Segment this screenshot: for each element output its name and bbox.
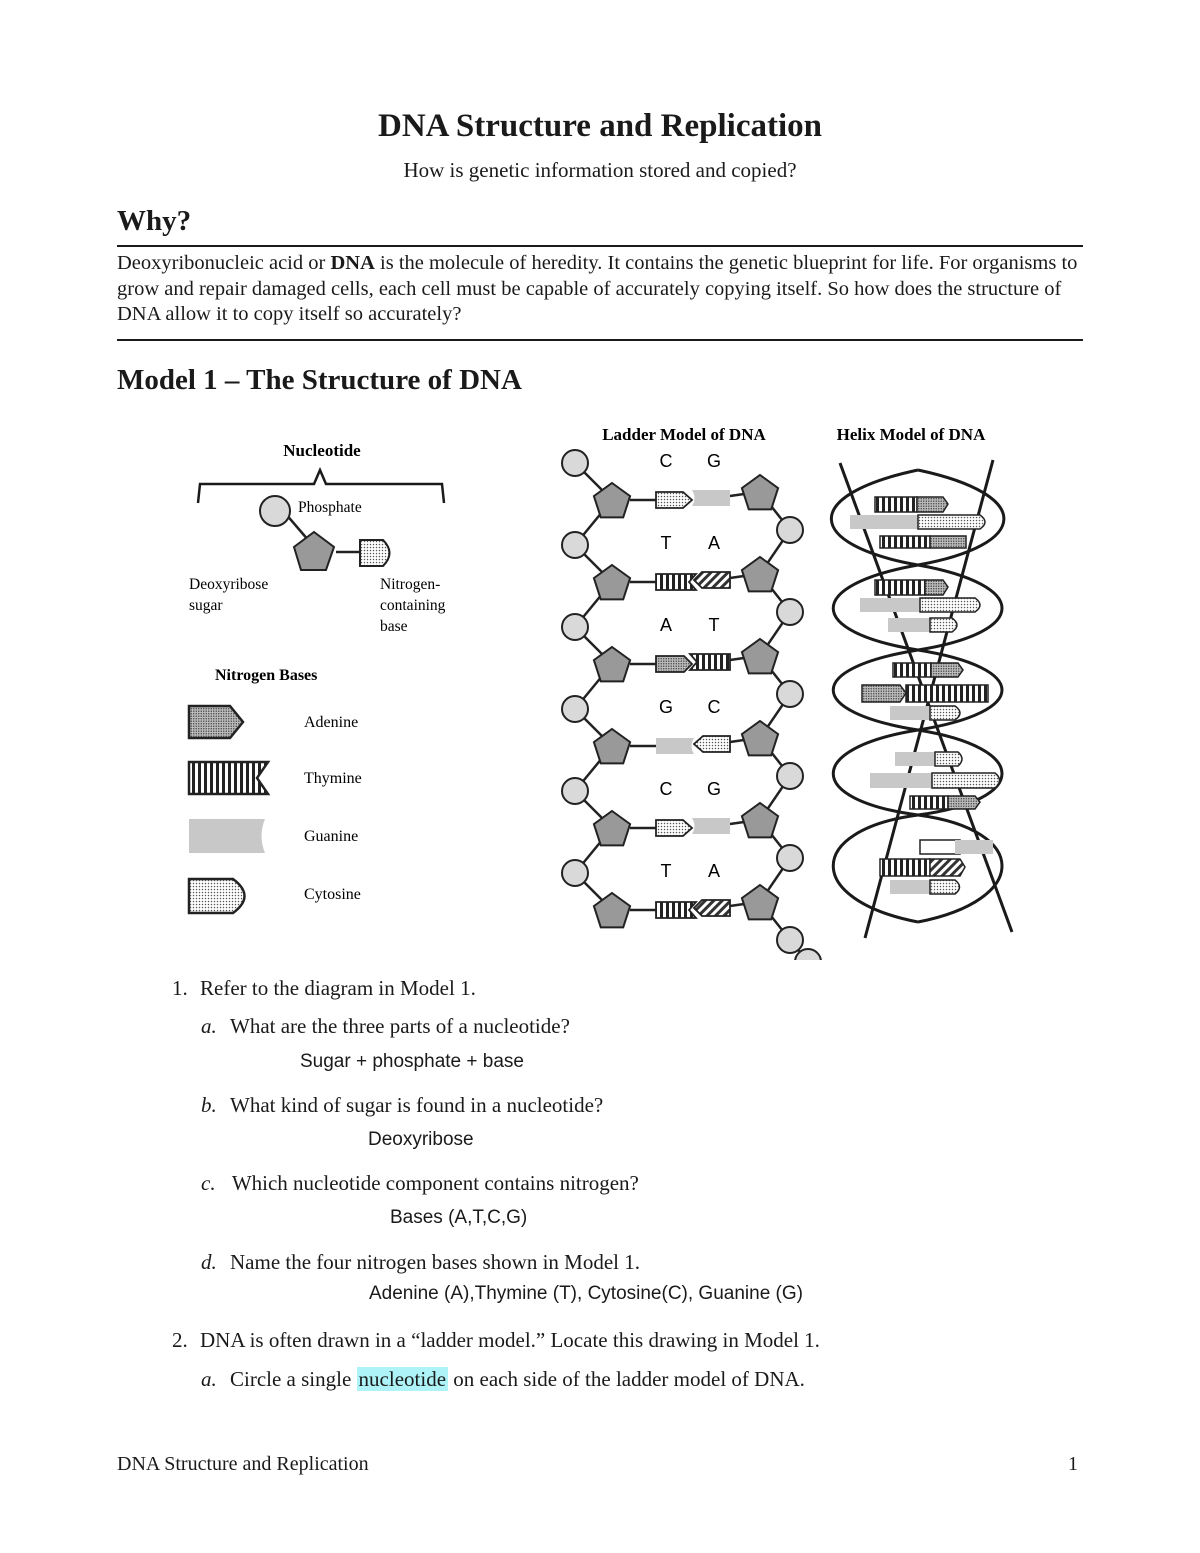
sugar-label-line2: sugar: [189, 597, 223, 614]
cytosine-key-icon: [189, 879, 245, 913]
base-label-line2: containing: [380, 597, 446, 614]
ladder-letter-right: A: [707, 533, 721, 553]
answer-1c[interactable]: Bases (A,T,C,G): [390, 1207, 528, 1228]
ladder-sugar-right: [742, 475, 778, 509]
ladder-phosphate-right: [777, 763, 803, 789]
ladder-letter-right: T: [708, 615, 720, 635]
why-text-part: Deoxyribonucleic acid or: [117, 252, 331, 274]
question-1a: [201, 1014, 570, 1039]
deoxyribose-sugar-icon: [294, 532, 334, 570]
ladder-sugar-right: [742, 557, 778, 591]
question-letter: a.: [201, 1014, 217, 1038]
ladder-rung-bond: [730, 576, 744, 578]
page-title: DNA Structure and Replication: [378, 108, 822, 144]
ladder-base-right: [692, 818, 730, 834]
question-1d: [201, 1250, 640, 1275]
ladder-phosphate-right: [777, 681, 803, 707]
question-1: [172, 976, 476, 1001]
sugar-label-line1: Deoxyribose: [189, 576, 269, 593]
ladder-letter-left: T: [660, 861, 672, 881]
question-text: DNA is often drawn in a “ladder model.” Locate this drawing in Model 1.: [200, 1328, 820, 1352]
ladder-rung-bond: [730, 822, 744, 824]
ladder-letter-right: G: [706, 451, 722, 471]
adenine-key-label: Adenine: [304, 714, 359, 731]
ladder-letter-left: C: [659, 779, 673, 799]
ladder-sugar-right: [742, 721, 778, 755]
page-number: 1: [1068, 1453, 1078, 1475]
ladder-phosphate-left: [562, 696, 588, 722]
base-label-line3: base: [380, 618, 408, 635]
footer-title: DNA Structure and Replication: [117, 1453, 369, 1475]
ladder-base-left: [656, 738, 694, 754]
ladder-phosphate-right: [777, 517, 803, 543]
ladder-letter-left: A: [659, 615, 673, 635]
ladder-rung-bond: [730, 740, 744, 742]
ladder-letter-right: G: [706, 779, 722, 799]
cytosine-base-icon: [360, 540, 390, 566]
ladder-letter-left: T: [660, 533, 672, 553]
ladder-letter-right: C: [707, 697, 721, 717]
answer-1a[interactable]: Sugar + phosphate + base: [300, 1051, 524, 1072]
ladder-rung-bond: [730, 494, 744, 496]
ladder-letter-left: C: [659, 451, 673, 471]
question-letter: d.: [201, 1250, 217, 1274]
ladder-sugar-right: [742, 885, 778, 919]
ladder-phosphate-left: [562, 532, 588, 558]
ladder-model: [562, 450, 821, 960]
ladder-phosphate-right: [777, 599, 803, 625]
ladder-phosphate-left: [562, 450, 588, 476]
thymine-key-icon: [189, 762, 268, 794]
base-label-line1: Nitrogen-: [380, 576, 441, 593]
helix-model: [831, 460, 1012, 938]
question-text: on each side of the ladder model of DNA.: [448, 1367, 805, 1391]
why-text-bold: DNA: [330, 252, 375, 274]
answer-1d[interactable]: Adenine (A),Thymine (T), Cytosine(C), Guanine (G): [369, 1283, 803, 1304]
why-heading: Why?: [117, 205, 192, 237]
ladder-rung-bond: [730, 904, 744, 906]
adenine-key-icon: [189, 706, 243, 738]
thymine-key-label: Thymine: [304, 770, 362, 787]
phosphate-icon: [260, 496, 290, 526]
ladder-letter-left: G: [658, 697, 674, 717]
question-number: 2.: [172, 1328, 188, 1352]
ladder-base-right: [690, 654, 730, 670]
helix-model-title: Helix Model of DNA: [836, 425, 986, 444]
question-letter: a.: [201, 1367, 217, 1391]
question-1b: [201, 1093, 603, 1118]
why-text-part: is the molecule of heredity. It contains the genetic blueprint for life. For organisms to grow and repair damaged cells, each cell must be capable of accurately copying itself. So how does the structure of DNA allow it to copy itself so accurately?: [117, 252, 1078, 325]
question-letter: b.: [201, 1093, 217, 1117]
ladder-phosphate-left: [562, 614, 588, 640]
ladder-sugar-right: [742, 803, 778, 837]
question-text: What kind of sugar is found in a nucleotide?: [230, 1093, 604, 1117]
ladder-phosphate-left: [562, 860, 588, 886]
ladder-base-left: [656, 574, 696, 590]
ladder-rung-bond: [730, 658, 744, 660]
question-text: Refer to the diagram in Model 1.: [200, 976, 476, 1000]
nitrogen-bases-title: Nitrogen Bases: [215, 667, 318, 684]
question-text: Name the four nitrogen bases shown in Model 1.: [230, 1250, 641, 1274]
question-text: Circle a single: [230, 1367, 357, 1391]
highlighted-word: nucleotide: [358, 1367, 447, 1391]
ladder-sugar-right: [742, 639, 778, 673]
ladder-base-left: [656, 902, 696, 918]
ladder-base-right: [694, 900, 730, 916]
ladder-letter-right: A: [707, 861, 721, 881]
model1-heading: Model 1 – The Structure of DNA: [117, 364, 522, 396]
answer-1b[interactable]: Deoxyribose: [368, 1129, 474, 1150]
ladder-base-left: [656, 656, 692, 672]
guanine-key-label: Guanine: [304, 828, 359, 845]
ladder-base-left: [656, 820, 692, 836]
page-subtitle: How is genetic information stored and copied?: [403, 158, 797, 182]
question-text: What are the three parts of a nucleotide?: [230, 1014, 570, 1038]
phosphate-label: Phosphate: [298, 499, 362, 516]
ladder-phosphate-left: [562, 778, 588, 804]
ladder-phosphate-right: [777, 927, 803, 953]
question-2a: [201, 1367, 805, 1392]
question-number: 1.: [172, 976, 188, 1000]
ladder-base-right: [694, 736, 730, 752]
question-1c: [201, 1171, 639, 1196]
ladder-model-title: Ladder Model of DNA: [602, 425, 766, 444]
ladder-base-right: [694, 572, 730, 588]
nucleotide-title: Nucleotide: [283, 441, 361, 460]
guanine-key-icon: [189, 819, 265, 853]
question-text: Which nucleotide component contains nitrogen?: [231, 1171, 639, 1195]
question-2: [172, 1328, 820, 1353]
ladder-phosphate-right: [777, 845, 803, 871]
ladder-base-right: [692, 490, 730, 506]
ladder-base-left: [656, 492, 692, 508]
question-letter: c.: [201, 1171, 216, 1195]
cytosine-key-label: Cytosine: [304, 886, 361, 903]
